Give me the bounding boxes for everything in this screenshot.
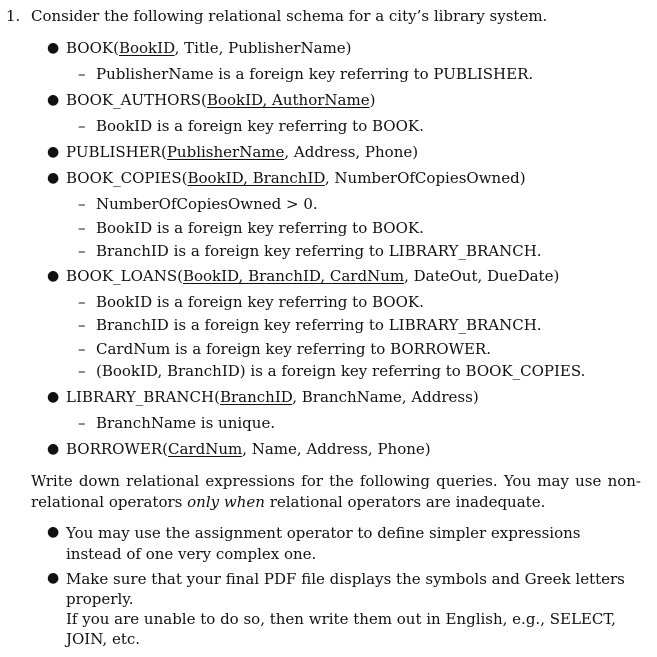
relation-attributes: , Name, Address, Phone) — [242, 440, 431, 458]
dash-icon: – — [78, 316, 86, 334]
bullet-icon: ● — [47, 170, 60, 186]
primary-key: BookID, AuthorName — [206, 91, 370, 109]
dash-icon: – — [78, 117, 86, 135]
primary-key: BookID, BranchID — [187, 169, 325, 187]
dash-icon: – — [78, 362, 86, 380]
relation-name: BOOK_AUTHORS( — [66, 91, 207, 109]
relation-attributes: , BranchName, Address) — [292, 388, 479, 406]
dash-icon: – — [78, 340, 86, 358]
dash-icon: – — [78, 219, 86, 237]
relation-name: BOOK_LOANS( — [66, 267, 183, 285]
bullet-icon: ● — [47, 40, 60, 56]
bullet-icon: ● — [47, 268, 60, 284]
bullet-icon: ● — [47, 389, 60, 405]
dash-icon: – — [78, 414, 86, 432]
dash-icon: – — [78, 65, 86, 83]
relation-attributes: ) — [369, 91, 376, 109]
bullet-icon: ● — [47, 441, 60, 457]
relation-name: BORROWER( — [66, 440, 168, 458]
relation-attributes: , NumberOfCopiesOwned) — [324, 169, 526, 187]
dash-icon: – — [78, 242, 86, 260]
relation-name: LIBRARY_BRANCH( — [66, 388, 220, 406]
relation-name: BOOK_COPIES( — [66, 169, 188, 187]
dash-icon: – — [78, 195, 86, 213]
dash-icon: – — [78, 293, 86, 311]
question-number: 1. — [6, 7, 21, 25]
primary-key: BranchID — [219, 388, 293, 406]
relation-attributes: , Title, PublisherName) — [174, 39, 352, 57]
primary-key: PublisherName — [166, 143, 285, 161]
bullet-icon: ● — [47, 92, 60, 108]
relation-name: PUBLISHER( — [66, 143, 167, 161]
emphasis-text: only when — [187, 493, 265, 511]
relation-attributes: , DateOut, DueDate) — [404, 267, 560, 285]
question-intro: Consider the following relational schema for a city’s library system. — [31, 7, 548, 25]
bullet-icon: ● — [47, 144, 60, 160]
relation-attributes: , Address, Phone) — [284, 143, 419, 161]
primary-key: CardNum — [168, 440, 243, 458]
instruction-paragraph: Write down relational expressions for the following queries. You may use non-relational operators only when relational operators are inadequate. — [31, 472, 641, 511]
relation-name: BOOK( — [66, 39, 119, 57]
primary-key: BookID — [118, 39, 175, 57]
bullet-icon: ● — [47, 524, 60, 540]
document-page: 1. Consider the following relational schema for a city’s library system. ● BOOK(BookID, Title, PublisherName) – PublisherName is a foreign key referring to PUBLISHER. ● BOOK_AUTHORS(BookID, AuthorName) – BookID is a foreign key referring to BOOK. ● PUBLISHER(PublisherName, Address, Phone) ● BOOK_COPIES(BookID, BranchID, NumberOfCopiesOwned) – NumberOfCopiesOwned > 0. – BookID is a foreign key referring to BOOK. – BranchID is a foreign key referring to LIBRARY_BRANCH. ● BOOK_LOANS(BookID, BranchID, CardNum, DateOut, DueDate) – BookID is a foreign key referring to BOOK. – BranchID is a foreign key referring to LIBRARY_BRANCH. – CardNum is a foreign key referring to BORROWER. – (BookID, BranchID) is a foreign key referring to BOOK_COPIES. ● LIBRARY_BRANCH(BranchID, BranchName, Address) – BranchName is unique. ● BORROWER(CardNum, Name, Address, Phone) Write down relational expressions for the following queries. You may use non-relational operators only when relational operators are inadequate. ● You may use the assignment operator to define simpler expressions instead of one very complex one. ● Make sure that your final PDF file displays the symbols and Greek letters properly. If you are unable to do so, then write them out in English, e.g., SELECT, JOIN, etc. — [6, 7, 641, 648]
primary-key: BookID, BranchID, CardNum — [182, 267, 405, 285]
bullet-icon: ● — [47, 570, 60, 586]
